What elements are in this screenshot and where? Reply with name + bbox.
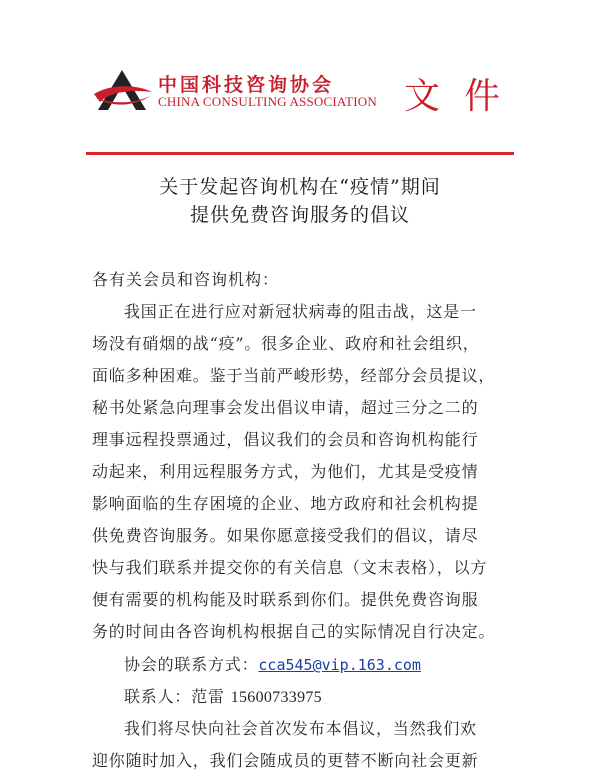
document-title-line-1: 关于发起咨询机构在“疫情”期间 [159,176,441,198]
contact-person-label: 联系人：范雷 [124,687,231,706]
letterhead [92,66,525,136]
body-line: 快与我们联系并提交你的有关信息（文末表格），以方 [92,558,488,577]
red-divider [86,152,514,155]
body-line: 供免费咨询服务。如果你愿意接受我们的倡议，请尽 [92,526,479,545]
org-name-cn: 中国科技咨询协会 [158,74,335,96]
body-line: 务的时间由各咨询机构根据自己的实际情况自行决定。 [92,622,496,641]
contact-person-line [124,684,522,707]
body-line: 我国正在进行应对新冠状病毒的阻击战，这是一 [124,302,477,321]
body-line: 便有需要的机构能及时联系到你们。提供免费咨询服 [92,590,479,609]
body-line: 动起来，利用远程服务方式，为他们，尤其是受疫情 [92,462,479,481]
body-line: 迎你随时加入，我们会随成员的更替不断向社会更新 [92,751,479,770]
document-title-line-2: 提供免费咨询服务的倡议 [189,204,410,226]
contact-label: 协会的联系方式： [124,655,259,674]
body-line: 我们将尽快向社会首次发布本倡议，当然我们欢 [124,719,477,738]
contact-line [124,652,522,675]
body-line: 场没有硝烟的战“疫”。很多企业、政府和社会组织， [92,334,480,353]
org-name-en: CHINA CONSULTING ASSOCIATION [158,94,377,109]
body-line: 理事远程投票通过，倡议我们的会员和咨询机构能行 [92,430,479,449]
cca-logo [92,68,154,112]
contact-email-link[interactable]: cca545@vip.163.com [258,656,421,674]
body-line: 影响面临的生存困境的企业、地方政府和社会机构提 [92,494,479,513]
body-line: 秘书处紧急向理事会发出倡议申请，超过三分之二的 [92,398,479,417]
contact-phone: 15600733975 [230,689,322,706]
document-label: 文件 [404,76,525,117]
body-line: 面临多种困难。鉴于当前严峻形势，经部分会员提议， [92,366,496,385]
salutation: 各有关会员和咨询机构： [92,270,280,289]
